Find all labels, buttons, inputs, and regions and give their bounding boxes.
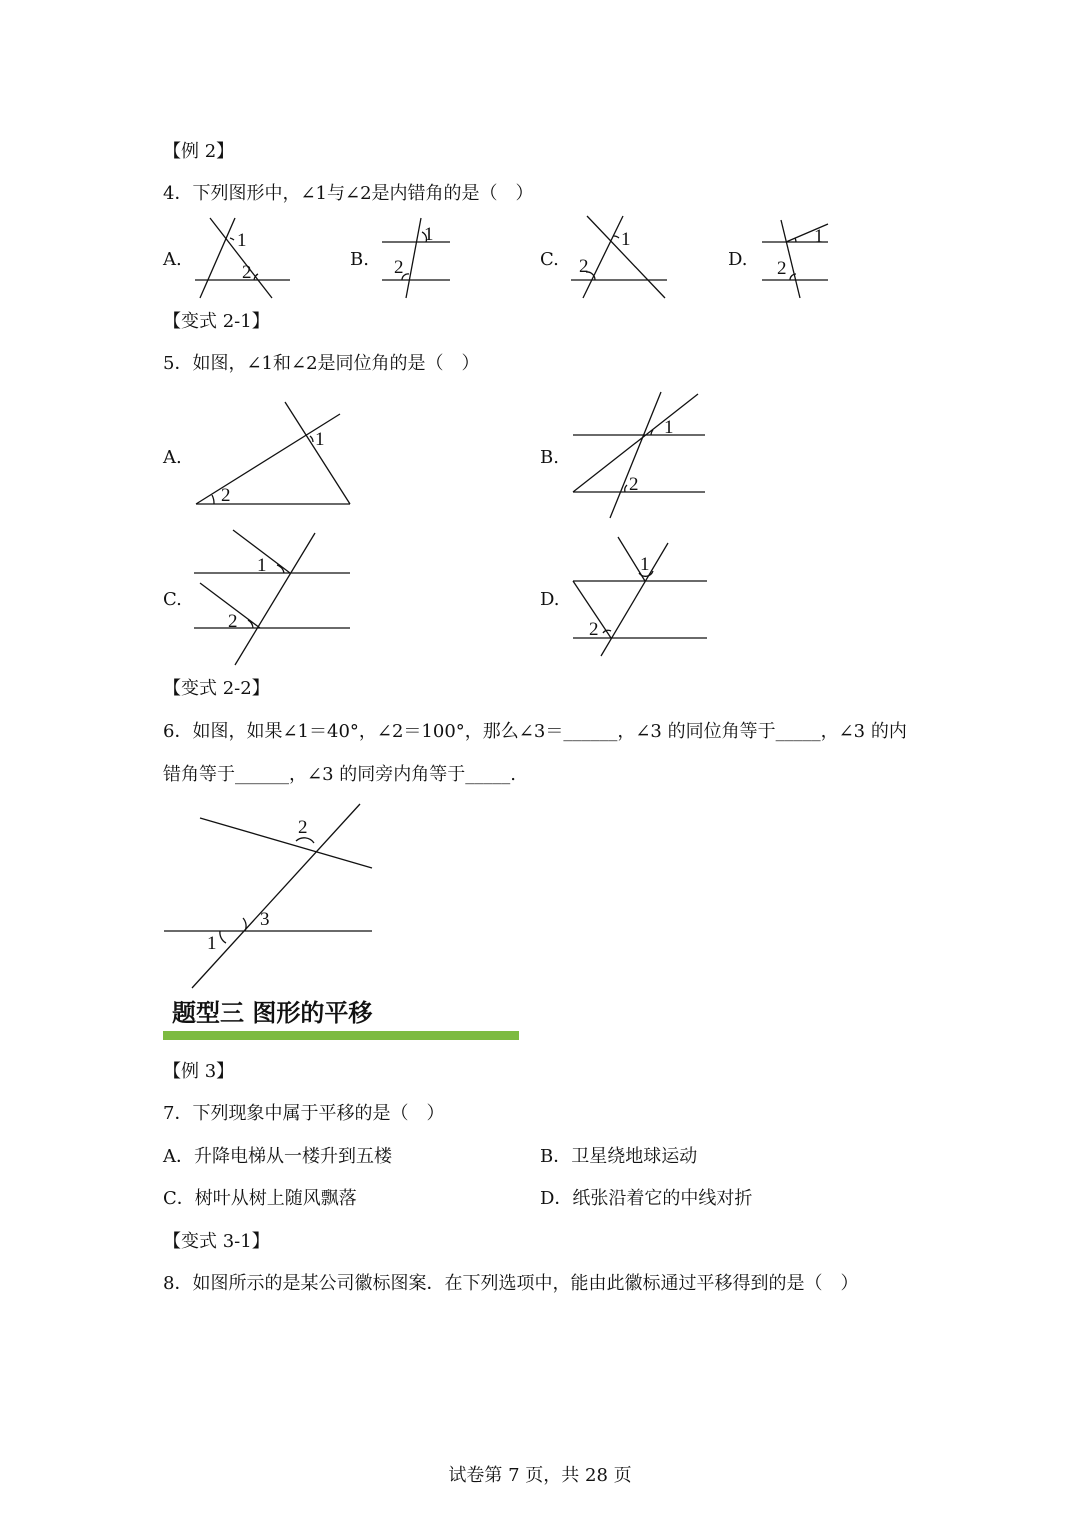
option-label-d: D. bbox=[728, 249, 748, 270]
angle-label-1: 1 bbox=[814, 226, 824, 247]
angle-label-2: 2 bbox=[629, 474, 639, 495]
option-label-c: C. bbox=[163, 589, 182, 610]
figure-q4-c bbox=[565, 210, 675, 305]
option-label-b: B. bbox=[540, 447, 559, 468]
angle-label-2: 2 bbox=[589, 619, 599, 640]
angle-label-2: 2 bbox=[221, 485, 231, 506]
option-c: C．树叶从树上随风飘落 bbox=[163, 1188, 357, 1209]
example-tag: 【例 3】 bbox=[163, 1061, 235, 1082]
figure-q4-d bbox=[756, 210, 846, 305]
question-7: 7．下列现象中属于平移的是（ ） bbox=[163, 1103, 445, 1124]
figure-q5-d bbox=[565, 533, 715, 661]
angle-label-1: 1 bbox=[207, 933, 217, 954]
option-d: D．纸张沿着它的中线对折 bbox=[540, 1188, 753, 1209]
angle-label-1: 1 bbox=[621, 229, 631, 250]
figure-q4-b bbox=[378, 210, 458, 305]
angle-label-1: 1 bbox=[640, 554, 650, 575]
figure-q6 bbox=[160, 798, 380, 993]
option-label-b: B. bbox=[350, 249, 369, 270]
angle-label-3: 3 bbox=[260, 909, 270, 930]
question-4: 4．下列图形中，∠1与∠2是内错角的是（ ） bbox=[163, 183, 534, 204]
figure-q5-a bbox=[190, 398, 360, 513]
angle-label-2: 2 bbox=[394, 257, 404, 278]
option-a: A．升降电梯从一楼升到五楼 bbox=[163, 1146, 392, 1167]
angle-label-2: 2 bbox=[579, 256, 589, 277]
angle-label-1: 1 bbox=[315, 429, 325, 450]
variant-tag: 【变式 2-2】 bbox=[163, 678, 270, 699]
angle-label-2: 2 bbox=[242, 262, 252, 283]
angle-label-1: 1 bbox=[257, 555, 267, 576]
question-8: 8．如图所示的是某公司徽标图案．在下列选项中，能由此徽标通过平移得到的是（ ） bbox=[163, 1273, 859, 1294]
option-label-c: C. bbox=[540, 249, 559, 270]
section-underline bbox=[163, 1031, 519, 1040]
page-footer: 试卷第 7 页，共 28 页 bbox=[448, 1465, 632, 1486]
question-6-line-2: 错角等于______，∠3 的同旁内角等于_____. bbox=[163, 764, 516, 785]
question-6-line-1: 6．如图，如果∠1＝40°，∠2＝100°，那么∠3＝______，∠3 的同位角等于_____，∠3 的内 bbox=[163, 721, 907, 742]
option-label-a: A. bbox=[163, 447, 182, 468]
angle-label-2: 2 bbox=[298, 817, 308, 838]
option-label-d: D. bbox=[540, 589, 560, 610]
figure-q5-b bbox=[565, 388, 715, 523]
option-label-a: A. bbox=[163, 249, 182, 270]
variant-tag: 【变式 3-1】 bbox=[163, 1231, 270, 1252]
variant-tag: 【变式 2-1】 bbox=[163, 311, 270, 332]
section-title: 题型三 图形的平移 bbox=[172, 999, 373, 1027]
angle-label-1: 1 bbox=[664, 417, 674, 438]
figure-q5-c bbox=[190, 525, 360, 670]
question-5: 5．如图，∠1和∠2是同位角的是（ ） bbox=[163, 353, 480, 374]
angle-label-2: 2 bbox=[228, 611, 238, 632]
example-tag: 【例 2】 bbox=[163, 141, 235, 162]
figure-q4-a bbox=[190, 210, 300, 305]
angle-label-1: 1 bbox=[237, 230, 247, 251]
option-b: B．卫星绕地球运动 bbox=[540, 1146, 698, 1167]
angle-label-1: 1 bbox=[424, 224, 434, 245]
angle-label-2: 2 bbox=[777, 258, 787, 279]
